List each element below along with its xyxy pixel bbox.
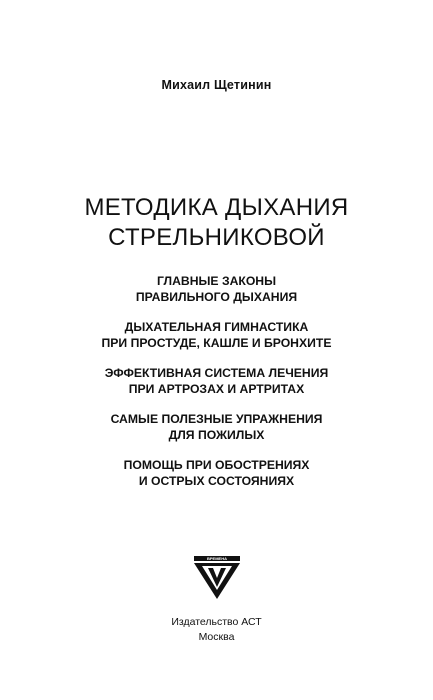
vremena-v-logo-icon	[188, 556, 246, 600]
book-title-line-1: МЕТОДИКА ДЫХАНИЯ	[84, 194, 349, 221]
feature-item	[0, 366, 433, 397]
author-name: Михаил Щетинин	[161, 78, 272, 92]
feature-item	[0, 274, 433, 305]
feature-item-line-1: САМЫЕ ПОЛЕЗНЫЕ УПРАЖНЕНИЯ	[110, 412, 323, 426]
feature-item	[0, 320, 433, 351]
feature-item-line-1: ПОМОЩЬ ПРИ ОБОСТРЕНИЯХ	[123, 458, 310, 472]
feature-item-line-2: ДЛЯ ПОЖИЛЫХ	[168, 427, 265, 442]
book-title	[0, 193, 433, 253]
book-title-line-2: СТРЕЛЬНИКОВОЙ	[108, 224, 325, 251]
feature-item-line-1: ДЫХАТЕЛЬНАЯ ГИМНАСТИКА	[124, 320, 309, 334]
feature-item-line-2: И ОСТРЫХ СОСТОЯНИЯХ	[138, 473, 295, 488]
feature-item-line-1: ЭФФЕКТИВНАЯ СИСТЕМА ЛЕЧЕНИЯ	[104, 366, 329, 380]
feature-item-line-1: ГЛАВНЫЕ ЗАКОНЫ	[156, 274, 277, 288]
publisher-name: Издательство АСТ	[171, 616, 262, 628]
feature-list	[0, 274, 433, 504]
feature-item	[0, 458, 433, 489]
publisher-imprint	[0, 615, 433, 645]
logo-text: ВРЕМЕНА	[206, 556, 228, 562]
feature-item-line-2: ПРИ АРТРОЗАХ И АРТРИТАХ	[128, 381, 305, 396]
feature-item	[0, 412, 433, 443]
publisher-logo-graphic	[188, 556, 246, 600]
feature-item-line-2: ПРАВИЛЬНОГО ДЫХАНИЯ	[135, 289, 298, 304]
publisher-city: Москва	[198, 631, 235, 643]
feature-item-line-2: ПРИ ПРОСТУДЕ, КАШЛЕ И БРОНХИТЕ	[101, 335, 332, 350]
